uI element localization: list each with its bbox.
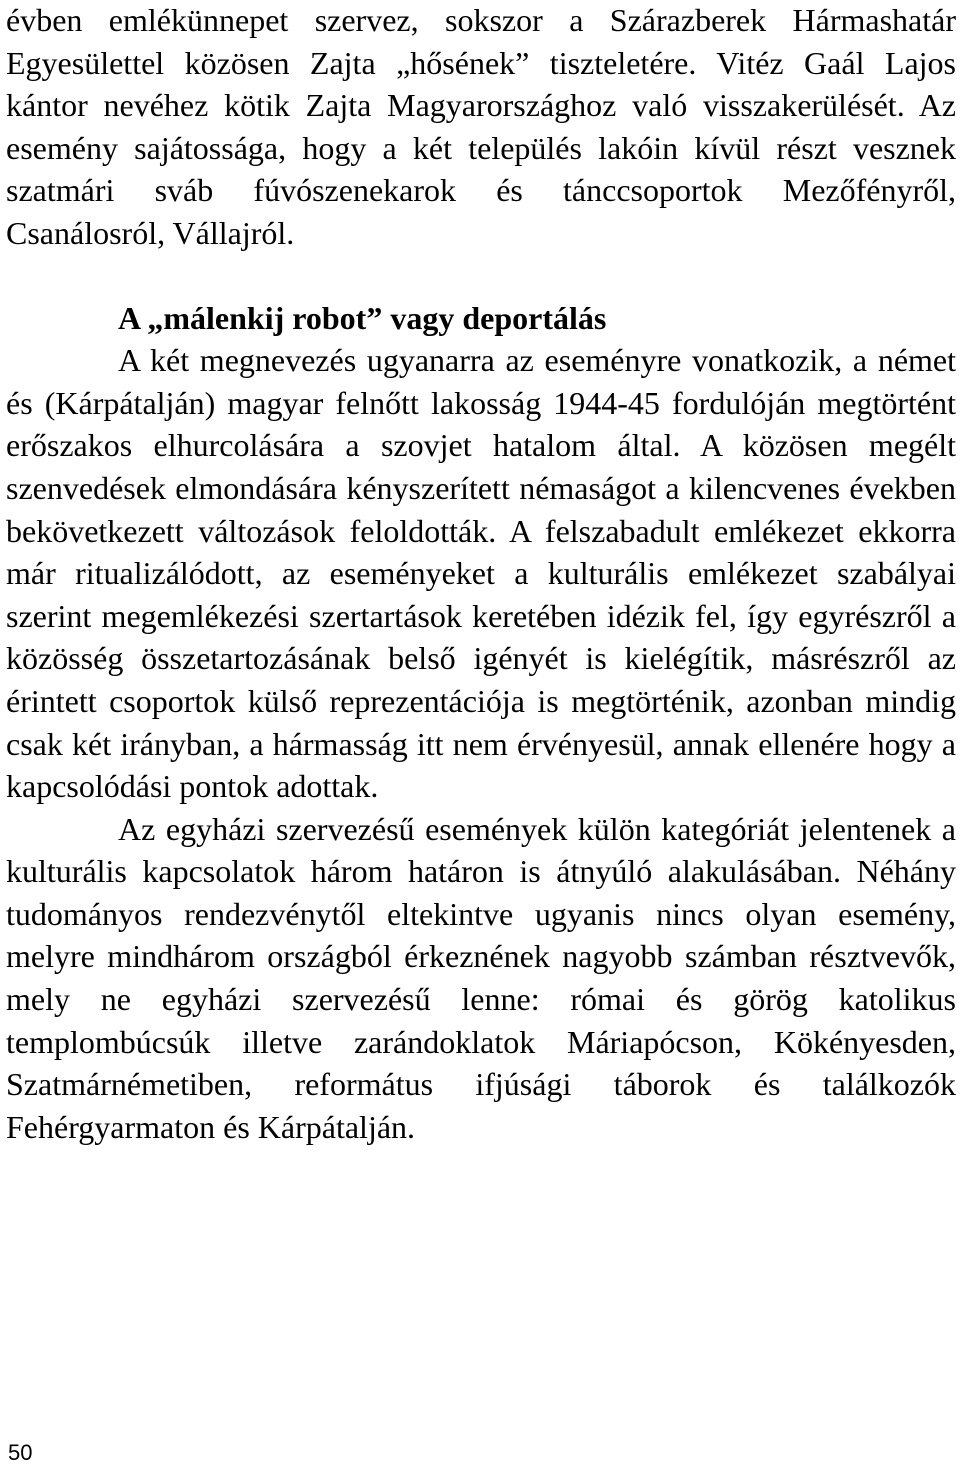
paragraph-malenkij-robot: A két megnevezés ugyanarra az eseményre vonatkozik, a német és (Kárpátalján) magyar felnőtt lakosság 1944-45 fordulóján megtörtént erőszakos elhurcolására a szovjet hatalom által. A közösen megélt szenvedések elmondására kényszerített némaságot a kilencvenes években bekövetkezett változások feloldották. A felszabadult emlékezet ekkorra már ritualizálódott, az eseményeket a kulturális emlékezet szabályai szerint megemlékezési szertartások keretében idézik fel, így egyrészről a közösség összetartozásának belső igényét is kielégítik, másrészről az érintett csoportok külső reprezentációja is megtörténik, azonban mindig csak két irányban, a hármasság itt nem érvényesül, annak ellenére hogy a kapcsolódási pontok adottak. <box>6 342 956 805</box>
page-number: 50 <box>8 1440 33 1465</box>
paragraph-church-events: Az egyházi szervezésű események külön kategóriát jelentenek a kulturális kapcsolatok három határon is átnyúló alakulásában. Néhány tudományos rendezvénytől eltekintve ugyanis nincs olyan esemény, melyre mindhárom országból érkeznének nagyobb számban résztvevők, mely ne egyházi szervezésű lenne: római és görög katolikus templombúcsúk illetve zarándoklatok Máriapócson, Kökényesden, Szatmárnémetiben, református ifjúsági táborok és találkozók Fehérgyarmaton és Kárpátalján. <box>6 810 956 1145</box>
section-heading: A „málenkij robot” vagy deportálás <box>118 299 607 336</box>
document-page <box>6 0 956 1148</box>
paragraph-intro: évben emlékünnepet szervez, sokszor a Szárazberek Hármashatár Egyesülettel közösen Zajta „hősének” tiszteletére. Vitéz Gaál Lajos kántor nevéhez kötik Zajta Magyarországhoz való visszakerülését. Az esemény sajátossága, hogy a két település lakóin kívül részt vesznek szatmári sváb fúvószenekarok és tánccsoportok Mezőfényről, Csanálosról, Vállajról. <box>6 2 956 251</box>
